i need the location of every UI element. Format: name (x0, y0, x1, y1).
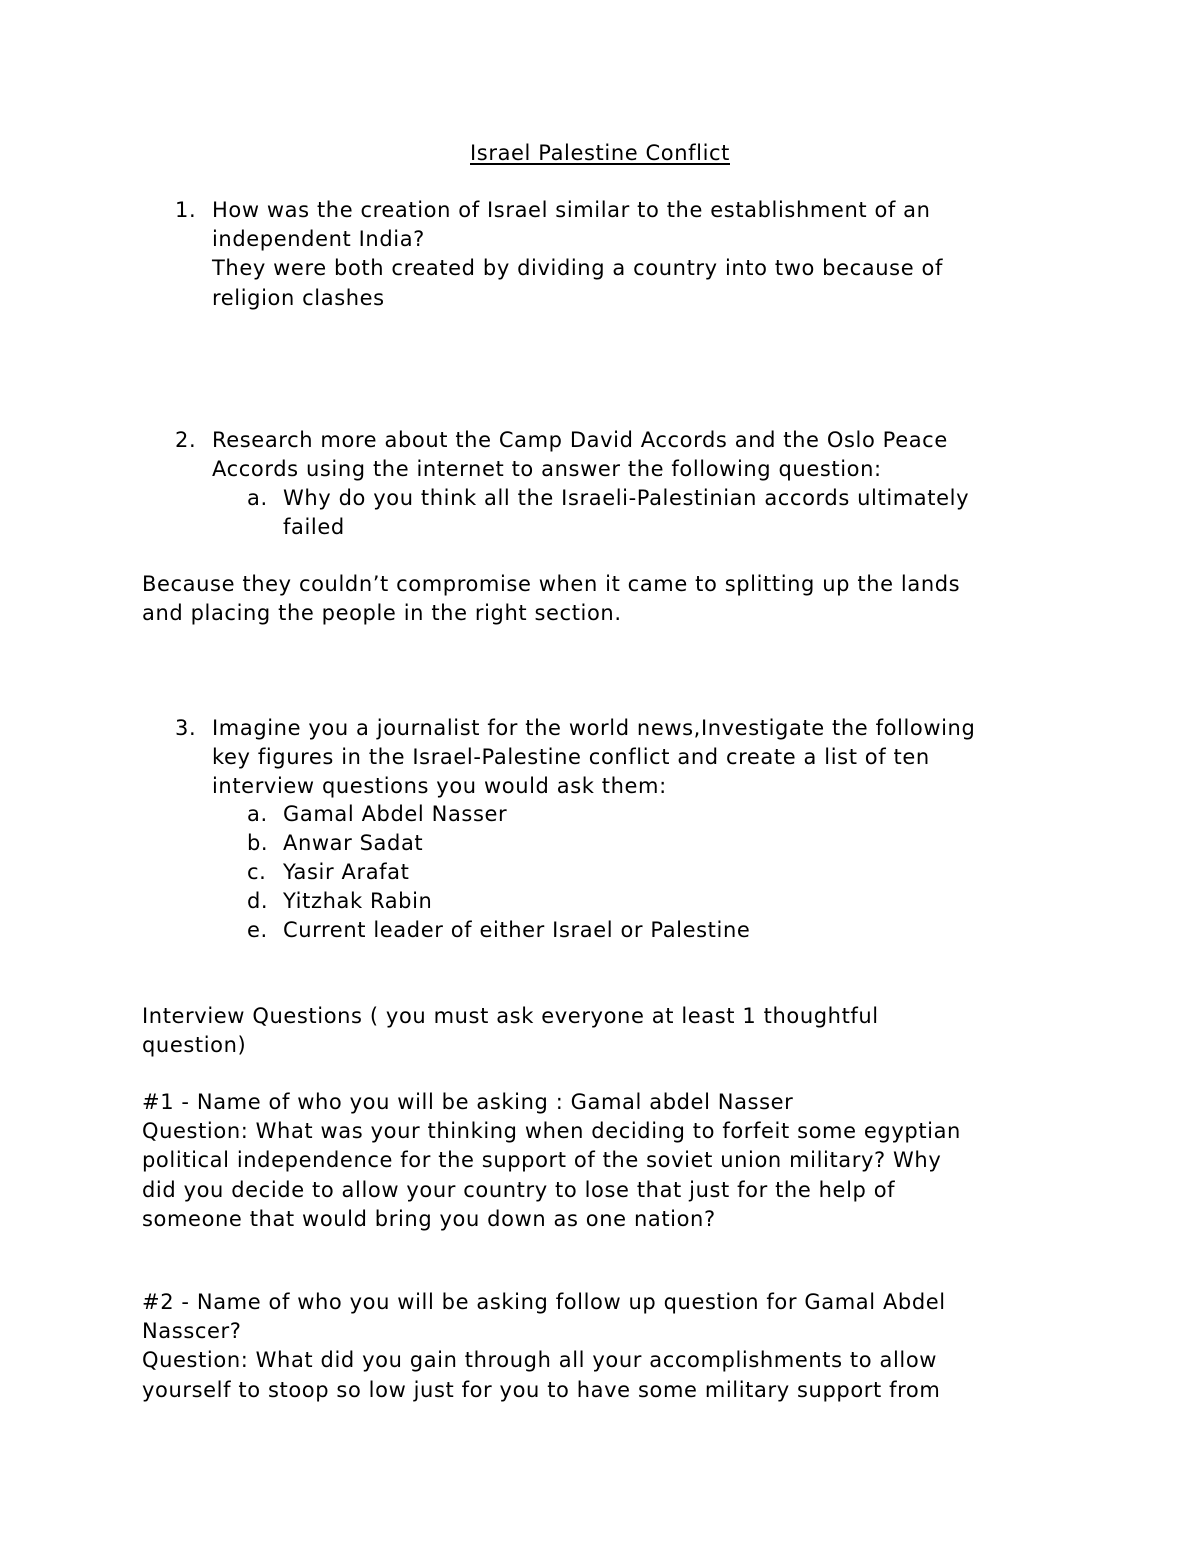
interview-entry-1 (142, 1088, 961, 1234)
q2-answer-line: and placing the people in the right section. (142, 601, 622, 626)
entry-line: someone that would bring you down as one nation? (142, 1206, 716, 1231)
q1-answer-line: They were both created by dividing a country into two because of (212, 256, 943, 281)
q3-question-line: interview questions you would ask them: (212, 774, 667, 799)
figure-name: Current leader of either Israel or Palestine (283, 918, 751, 942)
q1-question-line: independent India? (212, 227, 425, 252)
q1-question (212, 196, 943, 313)
entry-line: Question: What was your thinking when deciding to forfeit some egyptian (142, 1119, 961, 1144)
q3-question-line: Imagine you a journalist for the world news,Investigate the following (212, 716, 976, 740)
entry-line: did you decide to allow your country to lose that just for the help of (142, 1177, 896, 1202)
q1-question-line: How was the creation of Israel similar to the establishment of an (212, 198, 931, 222)
q2-question-line: Accords using the internet to answer the following question: (212, 457, 882, 482)
figure-marker: e. (247, 918, 268, 942)
q2-number: 2. (175, 428, 197, 452)
q2-sub-a (283, 484, 969, 542)
figure-marker: d. (247, 889, 269, 913)
figure-name: Anwar Sadat (283, 831, 424, 855)
interview-heading (142, 1002, 879, 1060)
figure-marker: a. (247, 802, 268, 826)
figure-marker: c. (247, 860, 267, 884)
interview-heading-line: Interview Questions ( you must ask everyone at least 1 thoughtful (142, 1004, 879, 1028)
entry-line: yourself to stoop so low just for you to have some military support from (142, 1377, 941, 1402)
q1-number: 1. (175, 198, 197, 222)
document-title: Israel Palestine Conflict (470, 141, 730, 165)
entry-line: #2 - Name of who you will be asking follow up question for Gamal Abdel (142, 1290, 946, 1314)
entry-line: Nasscer? (142, 1319, 242, 1344)
q2-sub-a-marker: a. (247, 486, 268, 510)
q2-answer (142, 570, 960, 628)
q2-answer-line: Because they couldn’t compromise when it came to splitting up the lands (142, 572, 961, 596)
q2-question-line: Research more about the Camp David Accords and the Oslo Peace (212, 428, 948, 452)
figure-name: Gamal Abdel Nasser (283, 802, 508, 826)
interview-entry-2 (142, 1288, 946, 1405)
q2-question (212, 426, 948, 484)
q2-sub-a-line: Why do you think all the Israeli-Palestinian accords ultimately (283, 486, 970, 510)
interview-heading-line: question) (142, 1033, 247, 1058)
q3-question-line: key figures in the Israel-Palestine conflict and create a list of ten (212, 745, 930, 770)
q3-question (212, 714, 975, 802)
entry-line: #1 - Name of who you will be asking : Gamal abdel Nasser (142, 1090, 794, 1114)
entry-line: political independence for the support of the soviet union military? Why (142, 1148, 942, 1173)
q3-number: 3. (175, 716, 197, 740)
figure-name: Yitzhak Rabin (283, 889, 433, 913)
figure-name: Yasir Arafat (283, 860, 410, 884)
figure-marker: b. (247, 831, 269, 855)
q2-sub-a-line: failed (283, 515, 345, 540)
q1-answer-line: religion clashes (212, 285, 385, 310)
entry-line: Question: What did you gain through all your accomplishments to allow (142, 1348, 938, 1373)
